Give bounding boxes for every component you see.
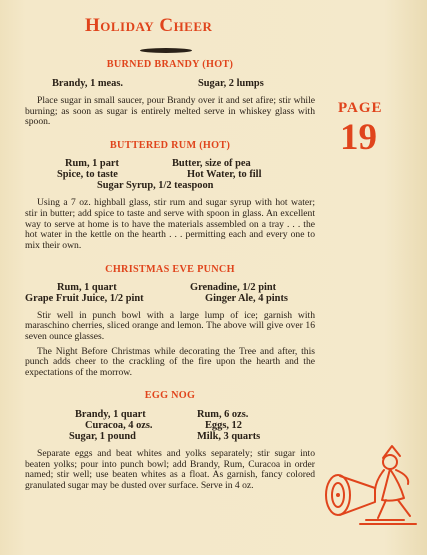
ingredient: Rum, 1 quart	[57, 281, 117, 293]
ingredient: Hot Water, to fill	[187, 169, 262, 181]
ingredient: Grape Fruit Juice, 1/2 pint	[25, 292, 144, 304]
ingredient: Brandy, 1 meas.	[52, 78, 124, 89]
ingredient: Butter, size of pea	[172, 158, 251, 170]
recipe-title: EGG NOG	[144, 389, 196, 401]
ingredient: Curacoa, 4 ozs.	[85, 419, 153, 431]
ingredient-list	[25, 282, 315, 305]
recipe-note: The Night Before Christmas while decorating the Tree and after, this punch adds cheer to the crackling of the fire upon the hearth and the expectations of the morrow.	[25, 345, 315, 379]
recipe-christmas-eve-punch	[25, 264, 315, 379]
recipe-egg-nog	[25, 390, 315, 492]
ingredient: Sugar Syrup, 1/2 teaspoon	[97, 180, 214, 192]
recipe-content	[25, 58, 315, 492]
page-header-title: Holiday Cheer	[85, 15, 213, 36]
page-number: 19	[340, 117, 377, 158]
ingredient: Grenadine, 1/2 pint	[190, 281, 277, 293]
ingredient: Milk, 3 quarts	[197, 430, 261, 442]
recipe-directions: Stir well in punch bowl with a large lump of ice; garnish with maraschino cherries, sliced orange and lemon. The above will give over 16 seven ounce glasses.	[25, 309, 315, 343]
ingredient-list	[25, 158, 315, 192]
recipe-directions: Place sugar in small saucer, pour Brandy over it and set afire; stir while burning; as soon as sugar is entirely melted serve in whiskey glass with spoon.	[25, 95, 315, 128]
recipe-buttered-rum	[25, 140, 315, 252]
ingredient: Rum, 1 part	[65, 158, 119, 170]
recipe-title: BURNED BRANDY (HOT)	[106, 59, 234, 70]
ingredient: Spice, to taste	[57, 169, 118, 181]
recipe-directions: Using a 7 oz. highball glass, stir rum and sugar syrup with hot water; stir in butter; add spice to taste and serve with spoon in glass. An excellent way to serve at home is to have the materials assembled on a tray . . . the hot water in the kettle on the hearth . . . permitting each and every one to mix their own.	[25, 197, 315, 251]
ingredient: Brandy, 1 quart	[75, 408, 146, 420]
ingredient: Eggs, 12	[205, 419, 242, 431]
horn-figure-illustration	[320, 440, 420, 530]
ingredient: Sugar, 2 lumps	[198, 78, 264, 89]
recipe-title: CHRISTMAS EVE PUNCH	[105, 263, 235, 275]
recipe-burned-brandy	[25, 59, 315, 128]
ingredient-list	[25, 409, 315, 443]
ingredient-list	[25, 78, 315, 90]
page-label: PAGE	[338, 100, 383, 116]
header-divider	[140, 48, 192, 53]
ingredient: Sugar, 1 pound	[69, 430, 136, 442]
recipe-directions: Separate eggs and beat whites and yolks separately; stir sugar into beaten yolks; pour into punch bowl; add Brandy, Rum, Curacoa in order named; stir well; use beaten whites as a float. As garnish, fancy colored granulated sugar may be dusted over surface. Serve in 4 oz.	[25, 447, 315, 491]
ingredient: Ginger Ale, 4 pints	[205, 292, 288, 304]
recipe-title: BUTTERED RUM (HOT)	[109, 140, 231, 152]
ingredient: Rum, 6 ozs.	[197, 408, 249, 420]
